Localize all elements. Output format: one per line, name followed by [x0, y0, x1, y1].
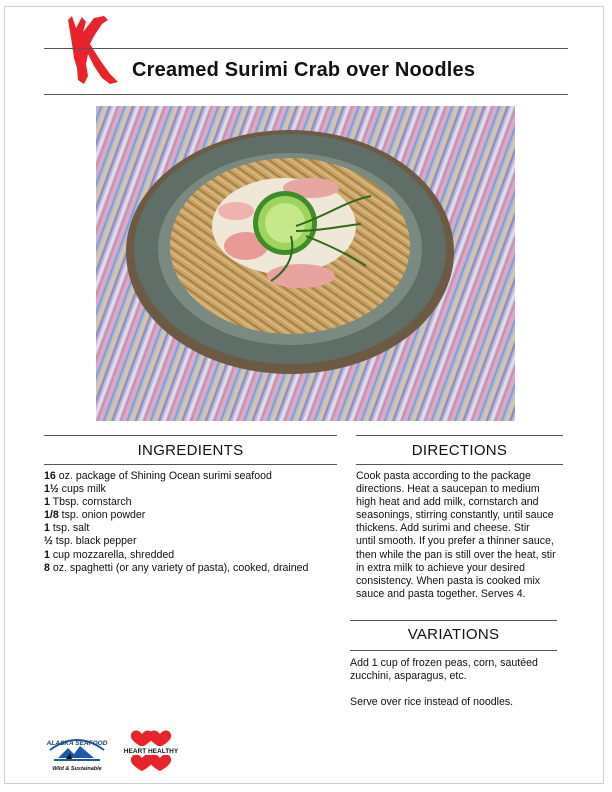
variations-rule-bottom [350, 650, 557, 651]
heart-healthy-logo [120, 728, 182, 774]
directions-line: seasonings, stirring constantly, until sauce [356, 509, 554, 522]
directions-line: in extra milk to achieve your desired [356, 561, 525, 574]
ingredient-item: 1 cup mozzarella, shredded [44, 548, 175, 561]
variations-heading: VARIATIONS [407, 626, 500, 643]
ingredients-rule-bottom [44, 464, 337, 465]
directions-line: thickens. Add surimi and cheese. Stir [356, 522, 530, 535]
variations-extra: Serve over rice instead of noodles. [350, 696, 514, 709]
directions-line: until smooth. If you prefer a thinner sauce, [356, 535, 554, 548]
directions-rule-top [356, 435, 563, 436]
dish-photo [96, 106, 515, 421]
variations-rule-top [350, 620, 557, 621]
ingredient-item: ½ tsp. black pepper [44, 535, 137, 548]
ingredient-item: 1 Tbsp. cornstarch [44, 496, 132, 509]
ingredient-item: 1/8 tsp. onion powder [44, 509, 146, 522]
k-brand-logo [64, 14, 122, 86]
directions-line: then while the pan is still over the heat, stir [356, 548, 556, 561]
directions-line: Cook pasta according to the package [356, 470, 531, 482]
directions-text [356, 470, 568, 601]
directions-heading: DIRECTIONS [411, 442, 508, 459]
recipe-title: Creamed Surimi Crab over Noodles [132, 59, 476, 81]
ingredients-rule-top [44, 435, 337, 436]
variations-text [350, 657, 565, 709]
directions-rule-bottom [356, 464, 563, 465]
variations-line: zucchini, asparagus, etc. [350, 670, 467, 683]
ingredients-heading: INGREDIENTS [137, 442, 244, 459]
alaska-seafood-wordmark: ALASKA SEAFOOD [46, 740, 108, 747]
ingredient-item: 16 oz. package of Shining Ocean surimi seafood [44, 470, 272, 482]
ingredients-list [44, 470, 344, 575]
directions-line: consistency. When pasta is cooked mix [356, 574, 541, 587]
title-rule-top [44, 48, 568, 49]
alaska-seafood-tagline: Wild & Sustainable [52, 766, 102, 772]
directions-line: directions. Heat a saucepan to medium [356, 483, 540, 496]
title-rule-bottom [44, 94, 568, 95]
variations-line: Add 1 cup of frozen peas, corn, sautéed [350, 657, 538, 669]
directions-line: sauce and pasta together. Serves 4. [356, 587, 526, 600]
heart-healthy-label: HEART HEALTHY [123, 748, 179, 755]
ingredient-item: 1 tsp. salt [44, 522, 90, 535]
directions-line: high heat and add milk, cornstarch and [356, 496, 539, 509]
ingredient-item: 1½ cups milk [44, 483, 106, 496]
ingredient-item: 8 oz. spaghetti (or any variety of pasta), cooked, drained [44, 561, 309, 574]
alaska-seafood-logo [44, 728, 110, 774]
